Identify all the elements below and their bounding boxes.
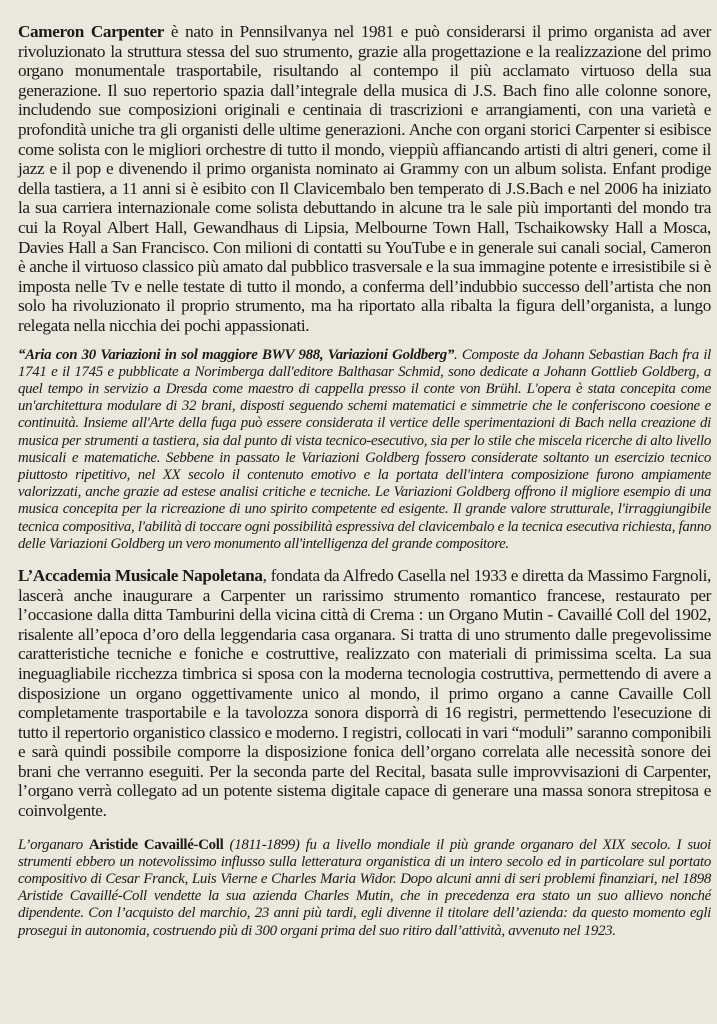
paragraph-text: (1811-1899) fu a livello mondiale il più grande organaro del XIX secolo. I suoi strumenti ebbero un notevolissimo influsso sulla letteratura organistica di un intero secolo ed in particolare sul portato compositivo di Cesar Franck, Luis Vierne e Charles Maria Widor. Dopo alcuni anni di seri problemi finanziari, nel 1898 Aristide Cavaillé-Coll vendette la sua azienda Charles Mutin, che in precedenza era stato un suo allievo nonché dipendente. Con l’acquisto del marchio, 23 anni più tardi, egli divenne il titolare dell’azienda: da questo momento egli prosegui in autonomia, costruendo più di 300 organi prima del suo ritiro dall’attività, avvenuto nel 1923. [18,836,711,939]
paragraph-lead: L’Accademia Musicale Napoletana [18,565,263,585]
paragraph-text: è nato in Pennsilvanya nel 1981 e può considerarsi il primo organista ad aver rivoluzionato la struttura stessa del suo strumento, grazie alla progettazione e la realizzazione del primo organo monumentale trasportabile, risultando al contempo il più acclamato virtuoso della sua generazione. Il suo repertorio spazia dall’integrale della musica di J.S. Bach fino alle colonne sonore, includendo sue composizioni originali e centinaia di trascrizioni e arrangiamenti, con una varietà e profondità uniche tra gli organisti delle ultime generazioni. Anche con organi storici Carpenter si esibisce come solista con le migliori orchestre di tutto il mondo, vieppiù affiancando artisti di altri generi, come il jazz e il pop e divenendo il primo organista nominato ai Grammy con un album solista. Enfant prodige della tastiera, a 11 anni si è esibito con Il Clavicembalo ben temperato di J.S.Bach e nel 2006 ha iniziato la sua carriera internazionale come solista debuttando in alcune tra le sale più importanti del mondo tra cui la Royal Albert Hall, Gewandhaus di Lipsia, Melbourne Town Hall, Tschaikowsky Hall a Mosca, Davies Hall a San Francisco. Con milioni di contatti su YouTube e in generale sui canali social, Cameron è anche il virtuoso classico più amato dal pubblico trasversale e la sua immagine potente e irresistibile si è imposta nelle Tv e nelle testate di tutto il mondo, a conferma dell’indubbio successo dell’artista che non solo ha rivoluzionato il proprio strumento, ma ha riportato alla ribalta la figura dell’organista, a lungo relegata nella nicchia dei pochi appassionati. [18,22,711,335]
paragraph-lead: Cameron Carpenter [18,22,165,41]
paragraph-cameron-carpenter [18,22,711,336]
paragraph-goldberg-variations [18,347,711,553]
paragraph-accademia-musicale [18,566,711,821]
paragraph-cavaille-coll [18,837,711,940]
paragraph-text: . Composte da Johann Sebastian Bach fra il 1741 e il 1745 e pubblicate a Norimberga dall'editore Balthasar Schmid, sono dedicate a Johann Gottlieb Goldberg, a quel tempo in servizio a Dresda come maestro di cappella presso il conte von Brühl. L'opera è stata concepita come un'architettura modulare di 32 brani, disposti seguendo schemi matematici e simmetrie che le conferiscono coesione e continuità. Insieme all'Arte della fuga può essere considerata il vertice delle sperimentazioni di Bach nella creazione di musica per strumenti a tastiera, sia dal punto di vista tecnico-esecutivo, sia per lo stile che miscela ricerche di alto livello musicali e matematiche. Sebbene in passato le Variazioni Goldberg fossero considerate soltanto un esercizio tecnico piuttosto ripetitivo, nel XX secolo il contenuto emotivo e la portata dell'intera composizione furono ampiamente valorizzati, anche grazie ad estese analisi critiche e tecniche. Le Variazioni Goldberg offrono il migliore esempio di una musica concepita per la ricreazione di uno spirito competente ed esigente. Il grande valore strutturale, l'irraggiungibile tecnica compositiva, l'abilità di toccare ogni possibilità espressiva del clavicembalo e la tecnica esecutiva richiesta, fanno delle Variazioni Goldberg un vero monumento all'intelligenza del grande compositore. [18,346,711,552]
paragraph-lead: “Aria con 30 Variazioni in sol maggiore BWV 988, Variazioni Goldberg” [18,346,454,363]
paragraph-text: , fondata da Alfredo Casella nel 1933 e diretta da Massimo Fargnoli, lascerà anche inaugurare a Carpenter un rarissimo strumento romantico francese, restaurato per l’occasione dalla ditta Tamburini della vicina città di Crema : un Organo Mutin - Cavaillé Coll del 1902, risalente all’epoca d’oro della leggendaria casa organara. Si tratta di uno strumento dalle pregevolissime caratteristiche tecniche e foniche e costruttive, realizzato con materiali di primissima scelta. La sua ineguagliabile ricchezza timbrica si sposa con la moderna tecnologia costruttiva, permettendo di avere a disposizione un organo oggettivamente unico al mondo, il primo organo a canne Cavaille Coll completamente trasportabile e la tavolozza sonora disporrà di 16 registri, permettendo l'esecuzione di tutto il repertorio organistico classico e moderno. I registri, collocati in vari “moduli” saranno componibili e sarà quindi possibile comporre la disposizione fonica dell’organo correlata alle necessità sonore dei brani che verranno eseguiti. Per la seconda parte del Recital, basata sulle improvvisazioni di Carpenter, l’organo verrà collegato ad un potente sistema digitale capace di generare una massa sonora strepitosa e coinvolgente. [18,565,711,821]
paragraph-lead: Aristide Cavaillé-Coll [88,836,224,853]
paragraph-prefix: L’organaro [18,836,89,853]
